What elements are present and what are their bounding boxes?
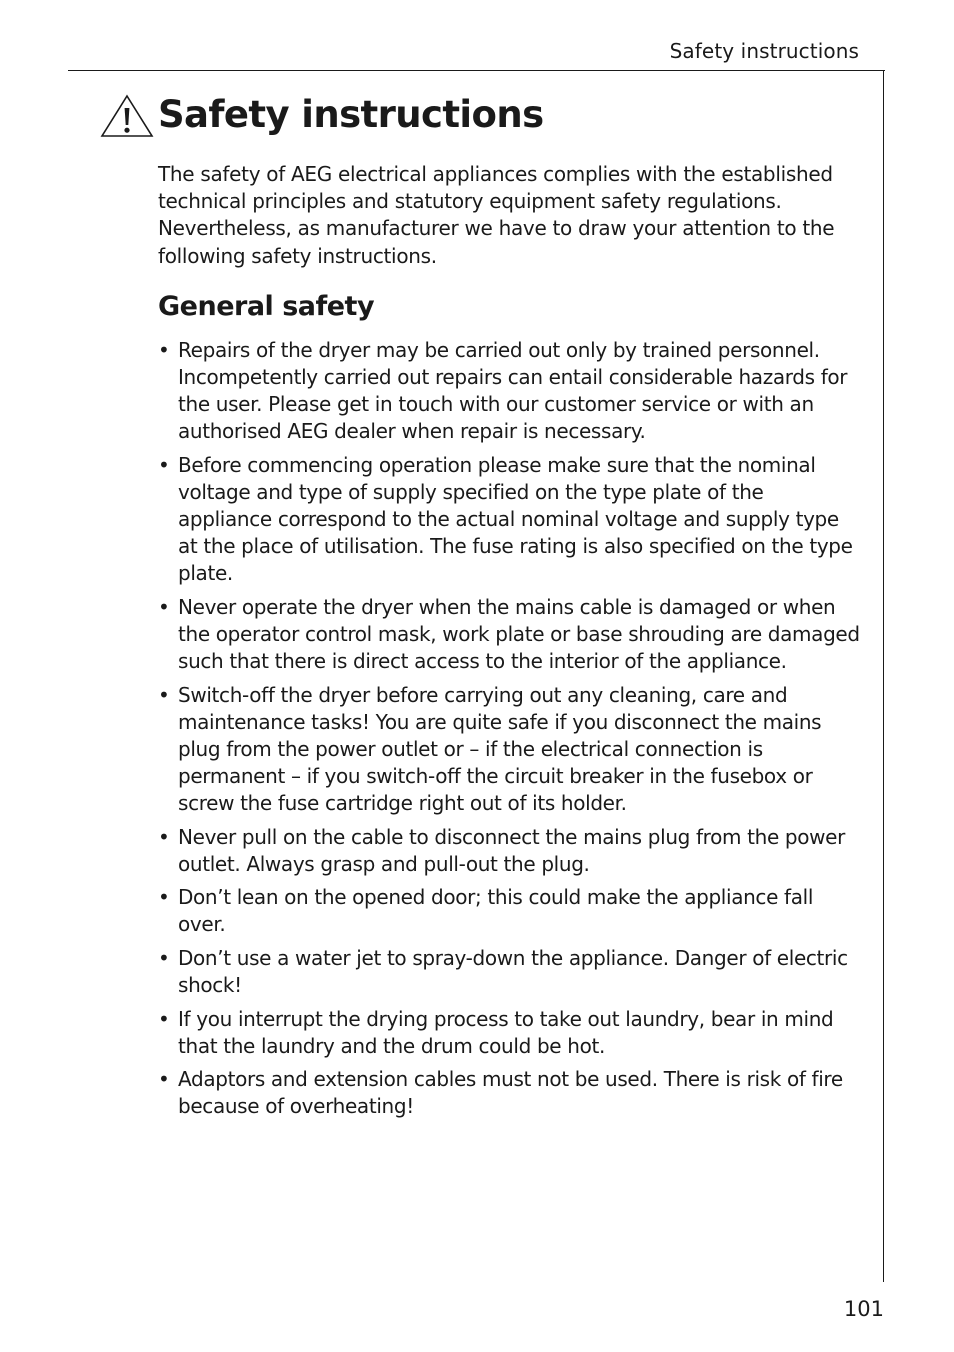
bullet-dot: • xyxy=(158,945,170,970)
page-number: 101 xyxy=(843,1297,884,1321)
general-safety-list xyxy=(158,337,860,1127)
list-item xyxy=(158,452,860,587)
list-item xyxy=(158,1006,860,1060)
bullet-dot: • xyxy=(158,594,170,619)
header-rule xyxy=(68,70,885,71)
list-item xyxy=(158,337,860,445)
list-item xyxy=(158,1066,860,1120)
intro-paragraph: The safety of AEG electrical appliances complies with the established technical principles and statutory equipment safety regulations. Nevertheless, as manufacturer we have to draw your attention to the following safety instructions. xyxy=(158,162,835,268)
side-rule xyxy=(883,70,884,1282)
list-item-text: Repairs of the dryer may be carried out only by trained personnel. Incompetently carried out repairs can entail considerable hazards for the user. Please get in touch with our customer service or with an authorised AEG dealer when repair is necessary. xyxy=(178,338,848,444)
bullet-dot: • xyxy=(158,682,170,707)
list-item-text: Before commencing operation please make sure that the nominal voltage and type of supply specified on the type plate of the appliance correspond to the actual nominal voltage and supply type at the place of utilisation. The fuse rating is also specified on the type plate. xyxy=(178,452,853,586)
bullet-dot: • xyxy=(158,885,170,910)
section-heading-general-safety: General safety xyxy=(158,291,375,322)
bullet-dot: • xyxy=(158,1067,170,1092)
list-item-text: If you interrupt the drying process to take out laundry, bear in mind that the laundry and the drum could be hot. xyxy=(178,1006,834,1058)
warning-triangle-icon xyxy=(100,94,154,138)
list-item-text: Never pull on the cable to disconnect the mains plug from the power outlet. Always grasp and pull-out the plug. xyxy=(178,824,845,876)
list-item xyxy=(158,884,860,938)
list-item-text: Don’t use a water jet to spray-down the appliance. Danger of electric shock! xyxy=(178,945,848,998)
list-item xyxy=(158,682,860,817)
page-title: Safety instructions xyxy=(158,93,544,136)
list-item xyxy=(158,945,860,999)
list-item-text: Don’t lean on the opened door; this could make the appliance fall over. xyxy=(178,885,814,937)
bullet-dot: • xyxy=(158,1006,170,1031)
bullet-dot: • xyxy=(158,824,170,849)
list-item-text: Never operate the dryer when the mains cable is damaged or when the operator control mask, work plate or base shrouding are damaged such that there is direct access to the interior of the appliance. xyxy=(178,594,860,674)
bullet-dot: • xyxy=(158,452,170,477)
bullet-dot: • xyxy=(158,338,170,362)
list-item xyxy=(158,594,860,675)
list-item-text: Switch-off the dryer before carrying out any cleaning, care and maintenance tasks! You are quite safe if you disconnect the mains plug from the power outlet or – if the electrical connection is permanent – if you switch-off the circuit breaker in the fusebox or screw the fuse cartridge right out of its holder. xyxy=(178,682,822,815)
list-item xyxy=(158,824,860,878)
running-header: Safety instructions xyxy=(669,39,859,63)
list-item-text: Adaptors and extension cables must not be used. There is risk of fire because of overheating! xyxy=(178,1067,843,1119)
